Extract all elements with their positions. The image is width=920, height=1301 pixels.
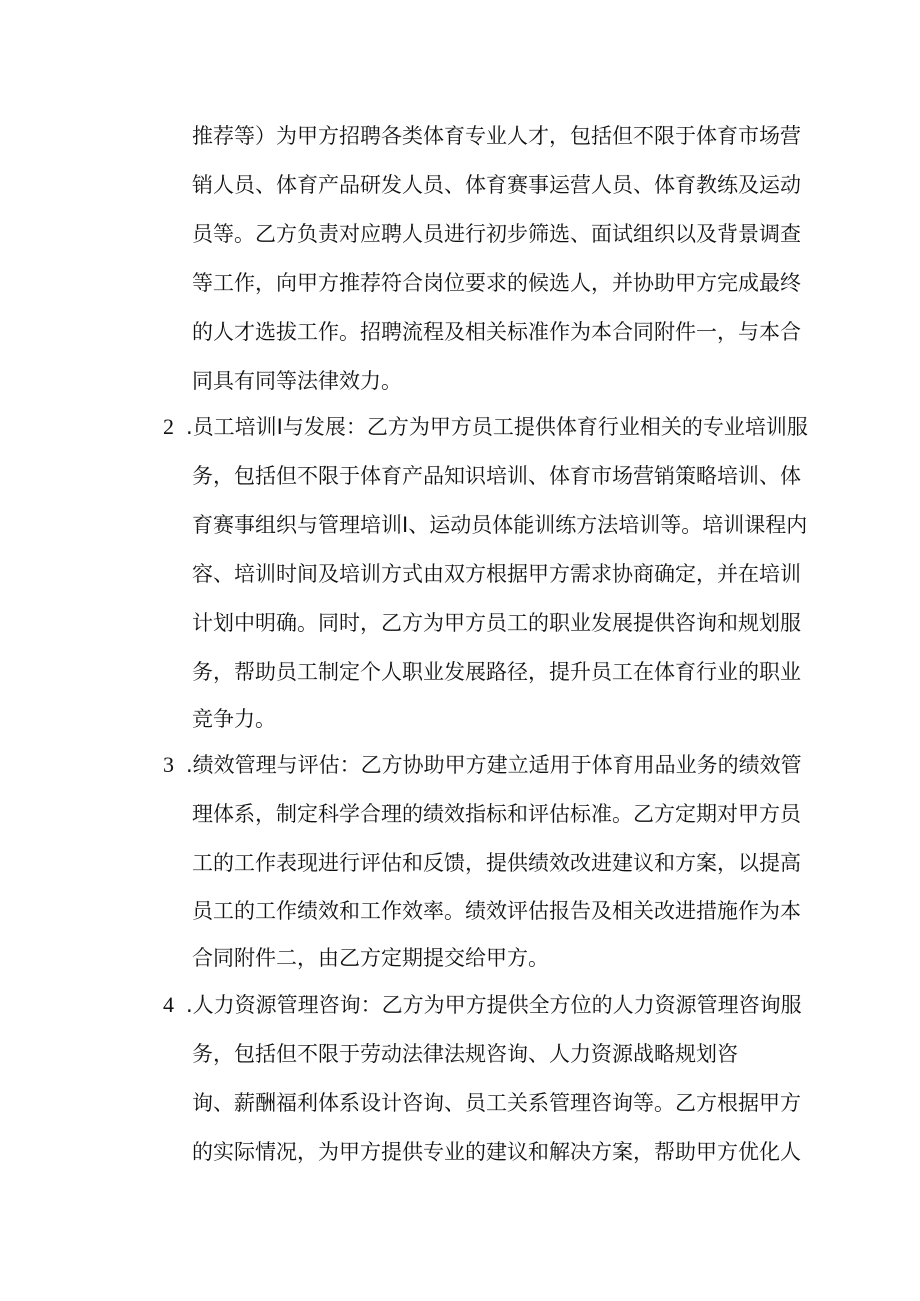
text-line: 工的工作表现进行评估和反馈，提供绩效改进建议和方案，以提高	[192, 851, 801, 875]
text-line: 理体系，制定科学合理的绩效指标和评估标准。乙方定期对甲方员	[192, 802, 801, 826]
text-line: .绩效管理与评估：乙方协助甲方建立适用于体育用品业务的绩效管	[186, 753, 802, 777]
text-line: 的人才选拔工作。招聘流程及相关标准作为本合同附件一，与本合	[192, 320, 801, 344]
text-line: 育赛事组织与管理培训I、运动员体能训练方法培训等。培训课程内	[192, 513, 808, 537]
text-line: 务，包括但不限于体育产品知识培训、体育市场营销策略培训、体	[192, 464, 801, 488]
text-line: 的实际情况，为甲方提供专业的建议和解决方案，帮助甲方优化人	[192, 1140, 801, 1164]
text-line: 销人员、体育产品研发人员、体育赛事运营人员、体育教练及运动	[192, 173, 801, 197]
text-line: 务，帮助员工制定个人职业发展路径，提升员工在体育行业的职业	[192, 660, 801, 684]
text-line: 务，包括但不限于劳动法律法规咨询、人力资源战略规划咨	[192, 1042, 738, 1066]
text-line: .员工培训I与发展：乙方为甲方员工提供体育行业相关的专业培训服	[186, 415, 808, 439]
text-line: 竞争力。	[192, 707, 276, 731]
text-line: 等工作，向甲方推荐符合岗位要求的候选人，并协助甲方完成最终	[192, 271, 801, 295]
text-line: .人力资源管理咨询：乙方为甲方提供全方位的人力资源管理咨询服	[186, 993, 802, 1017]
text-line: 合同附件二，由乙方定期提交给甲方。	[192, 946, 549, 970]
item-number: 2	[163, 414, 174, 439]
text-line: 同具有同等法律效力。	[192, 369, 402, 393]
text-line: 员等。乙方负责对应聘人员进行初步筛选、面试组织以及背景调查	[192, 222, 801, 246]
text-line: 计划中明确。同时，乙方为甲方员工的职业发展提供咨询和规划服	[192, 611, 801, 635]
text-line: 推荐等）为甲方招聘各类体育专业人才，包括但不限于体育市场营	[192, 124, 801, 148]
item-number: 4	[163, 992, 174, 1017]
text-line: 员工的工作绩效和工作效率。绩效评估报告及相关改进措施作为本	[192, 899, 801, 923]
text-line: 询、薪酬福利体系设计咨询、员工关系管理咨询等。乙方根据甲方	[192, 1091, 801, 1115]
text-line: 容、培训时间及培训方式由双方根据甲方需求协商确定，并在培训	[192, 562, 801, 586]
item-number: 3	[163, 752, 174, 777]
